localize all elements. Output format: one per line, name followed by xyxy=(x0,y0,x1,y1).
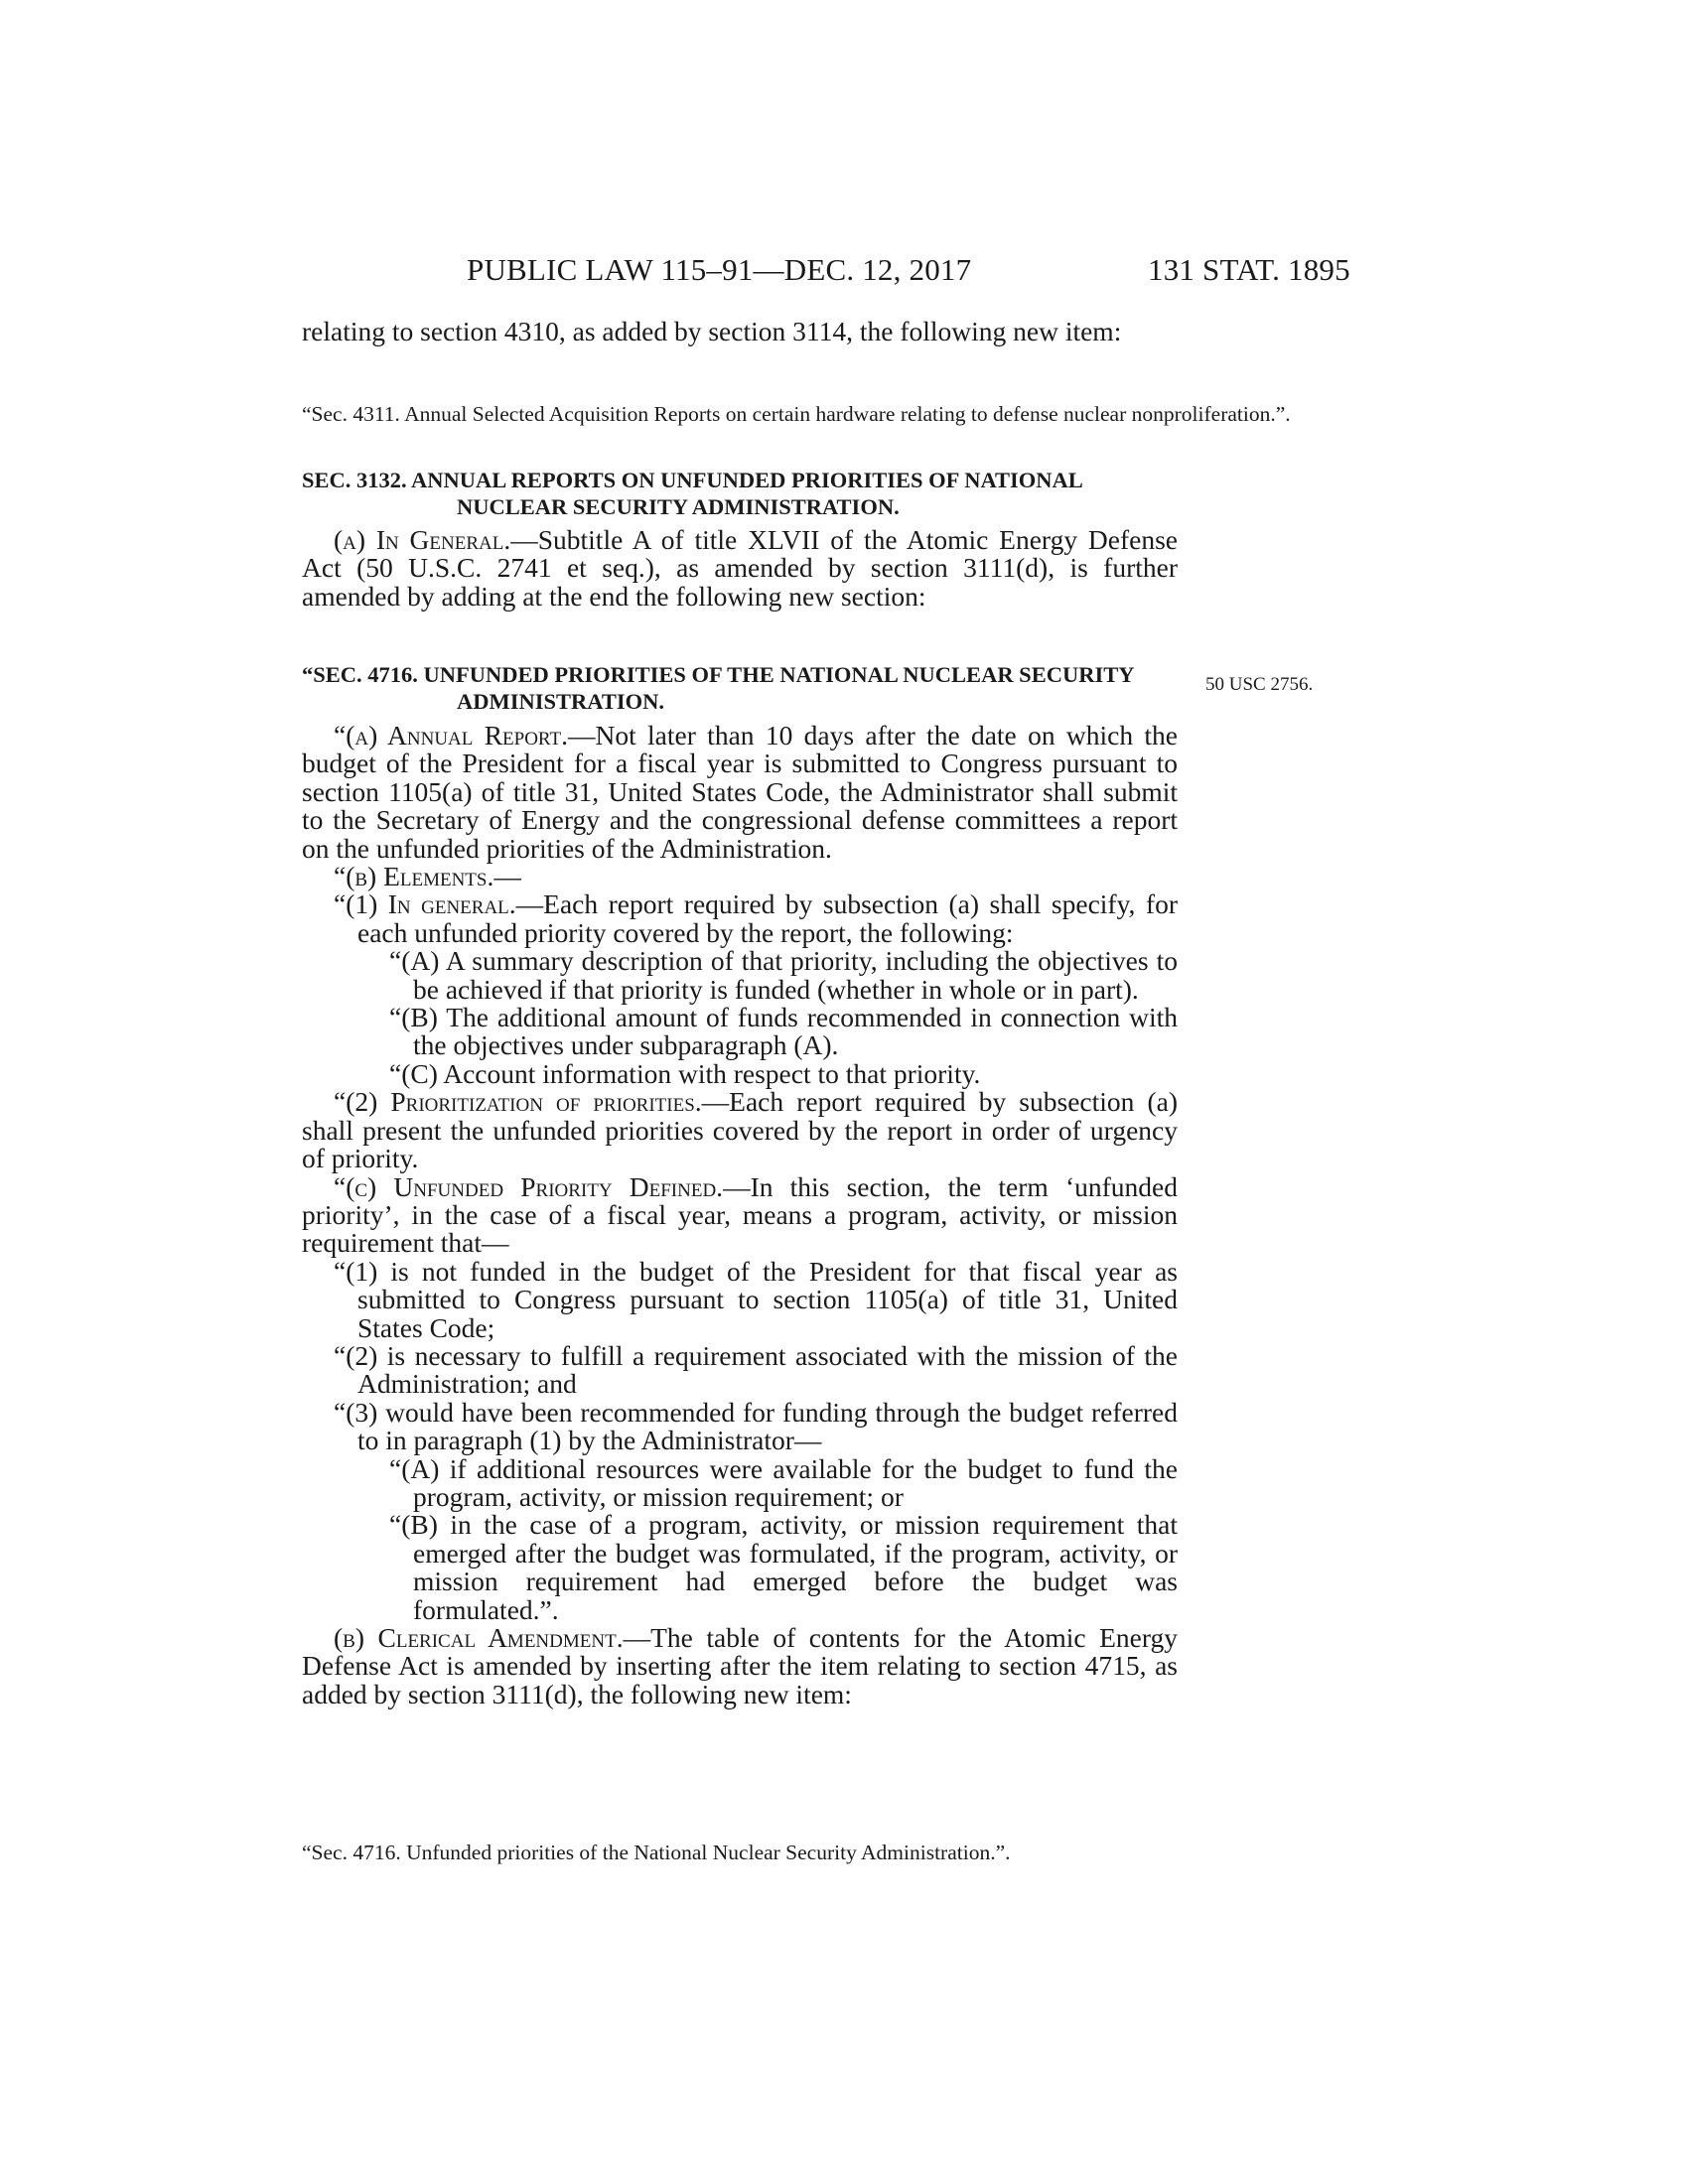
in-general-label: “(1) In general. xyxy=(334,888,516,920)
section-4716-body xyxy=(302,722,1178,1708)
intro-paragraph: relating to section 4310, as added by section 3114, the following new item: xyxy=(302,316,1122,346)
prioritization-text: —Each report required by subsection (a) shall present the unfunded priorities covered by the report in order of urgency of priority. xyxy=(302,1086,1179,1174)
toc-item-4716: “Sec. 4716. Unfunded priorities of the National Nuclear Security Administration.”. xyxy=(302,1841,1011,1864)
section-4716-heading: “SEC. 4716. UNFUNDED PRIORITIES OF THE NATIONAL NUCLEAR SECURITY ADMINISTRATION. xyxy=(302,662,1134,714)
unfunded-priority-text: —In this section, the term ‘unfunded priority’, in the case of a fiscal year, means a program, activity, or mission requirement that— xyxy=(302,1170,1178,1259)
paragraph-b1A: “(A) A summary description of that priority, including the objectives to be achieved if that priority is funded (whether in whole or in part). xyxy=(389,945,1178,1005)
section-3132-heading: SEC. 3132. ANNUAL REPORTS ON UNFUNDED PRIORITIES OF NATIONAL NUCLEAR SECURITY ADMINISTRATION. xyxy=(302,468,1082,519)
paragraph-b1C: “(C) Account information with respect to that priority. xyxy=(389,1057,981,1089)
toc-item-4311: “Sec. 4311. Annual Selected Acquisition Reports on certain hardware relating to defense nuclear nonproliferation.”. xyxy=(302,402,1291,426)
paragraph-c1: “(1) is not funded in the budget of the President for that fiscal year as submitted to Congress pursuant to section 1105(a) of title 31, United States Code; xyxy=(334,1255,1178,1343)
annual-report-label: “(a) Annual Report. xyxy=(334,720,568,751)
paragraph-b1B: “(B) The additional amount of funds recommended in connection with the objectives under subparagraph (A). xyxy=(389,1002,1178,1061)
annual-report-text: —Not later than 10 days after the date on which the budget of the President for a fiscal year is submitted to Congress pursuant to section 1105(a) of title 31, United States Code, the Administrator shall submit to the Secretary of Energy and the congressional defense committees a report on the unfunded priorities of the Administration. xyxy=(302,720,1178,864)
intro-text xyxy=(302,318,1178,345)
margin-note-usc: 50 USC 2756. xyxy=(1205,674,1314,695)
stat-page-number: 131 STAT. 1895 xyxy=(1148,252,1350,287)
paragraph-c3A: “(A) if additional resources were available for the budget to fund the program, activity, or mission requirement; or xyxy=(389,1452,1178,1512)
paragraph-c2: “(2) is necessary to fulfill a requirement associated with the mission of the Administration; and xyxy=(334,1339,1178,1400)
in-general-text: —Each report required by subsection (a) shall specify, for each unfunded priority covered by the report, the following: xyxy=(357,888,1178,948)
clerical-amendment-label: (b) Clerical Amendment. xyxy=(334,1622,624,1653)
paragraph-c3: “(3) would have been recommended for funding through the budget referred to in paragraph (1) by the Administrator— xyxy=(334,1396,1178,1456)
clerical-amendment-text: —The table of contents for the Atomic Energy Defense Act is amended by inserting after the item relating to section 4715, as added by section 3111(d), the following new item: xyxy=(302,1622,1179,1709)
subsection-a-text: —Subtitle A of title XLVII of the Atomic Energy Defense Act (50 U.S.C. 2741 et seq.), as amended by section 3111(d), is further amended by adding at the end the following new section: xyxy=(302,524,1178,612)
subsection-a-label: (a) In General. xyxy=(334,524,511,555)
paragraph-c3B: “(B) in the case of a program, activity, or mission requirement that emerged after the budget was formulated, if the program, activity, or mission requirement had emerged before the budget was formulated.”. xyxy=(389,1509,1178,1625)
elements-label: “(b) Elements.— xyxy=(334,861,521,892)
running-head: PUBLIC LAW 115–91—DEC. 12, 2017 xyxy=(467,252,972,287)
prioritization-label: “(2) Prioritization of priorities. xyxy=(334,1086,702,1118)
unfunded-priority-label: “(c) Unfunded Priority Defined. xyxy=(334,1170,724,1202)
section-3132-a xyxy=(302,526,1178,611)
